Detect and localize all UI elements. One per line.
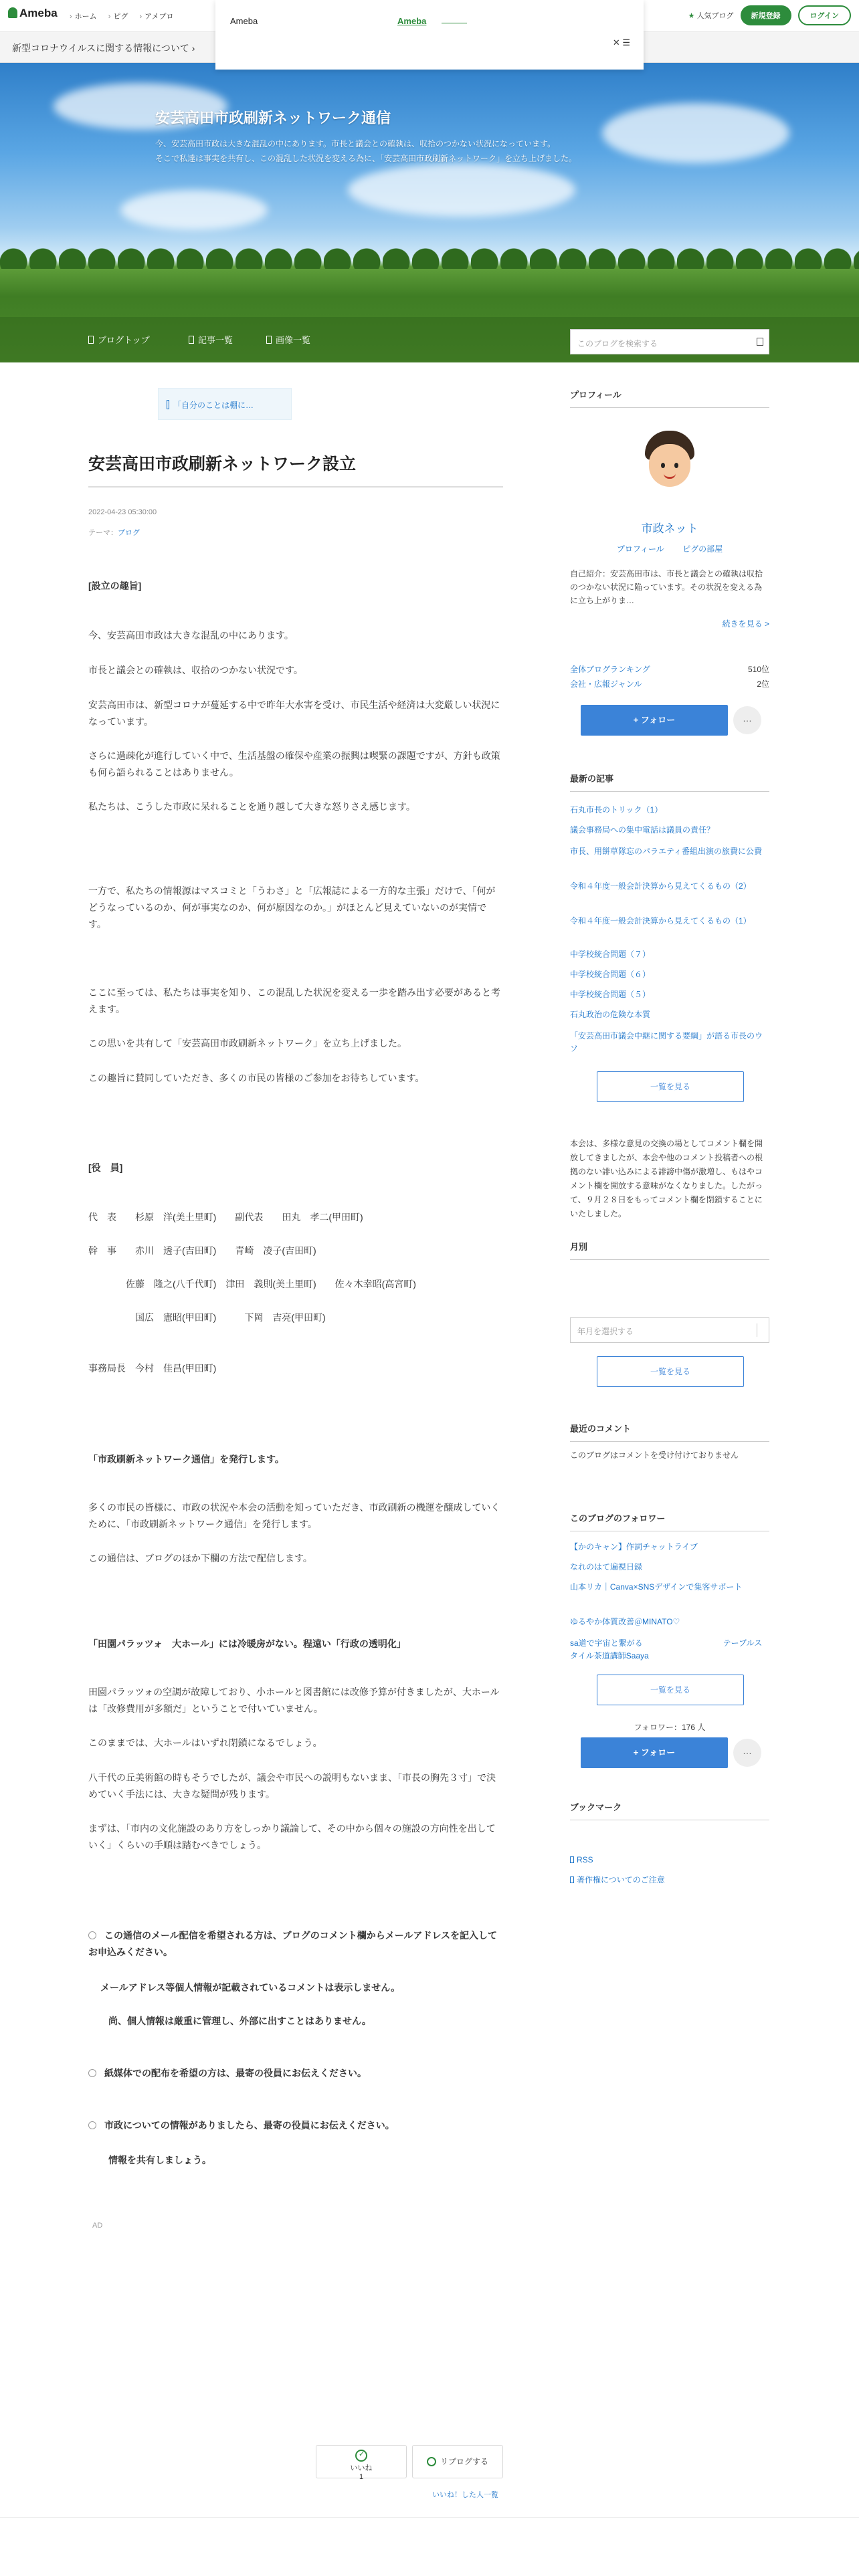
circle-icon bbox=[88, 2121, 96, 2129]
entry-date: 2022-04-23 05:30:00 bbox=[88, 508, 157, 516]
notice-item: 紙媒体での配布を希望の方は、最寄の役員にお伝えください。 bbox=[88, 2065, 503, 2082]
chevron-down-icon bbox=[757, 1323, 763, 1337]
dropdown-link[interactable]: Ameba bbox=[397, 16, 427, 26]
section-heading: 「田園パラッツォ 大ホール」には冷暖房がない。程遠い「行政の透明化」 bbox=[88, 1638, 406, 1649]
section-heading: [役 員] bbox=[88, 1162, 123, 1173]
nav-home[interactable]: › ホーム bbox=[70, 13, 97, 21]
section-heading: 「市政刷新ネットワーク通信」を発行します。 bbox=[88, 1454, 284, 1465]
comment-policy-note: 本会は、多様な意見の交換の場としてコメント欄を開放してきましたが、本会や他のコメント投稿者への根拠のない誹い込みによる誹謗中傷が激増し、もはやコメント欄を開放する意味がなくなりました。したがって、９月２８日をもってコメント欄を閉鎖することにいたしました。 bbox=[570, 1139, 763, 1218]
monthly-heading: 月別 bbox=[570, 1240, 769, 1260]
notice-item: この通信のメール配信を希望される方は、ブログのコメント欄からメールアドレスを記入してお申込みください。 bbox=[88, 1930, 498, 1957]
latest-list-button[interactable]: 一覧を見る bbox=[597, 1071, 744, 1102]
title-divider bbox=[88, 486, 503, 488]
blog-search-input[interactable]: このブログを検索する bbox=[570, 329, 769, 354]
profile-heading: プロフィール bbox=[570, 388, 769, 408]
latest-entry-link[interactable]: 中学校統合問題（５） bbox=[570, 990, 651, 999]
officer-line: 佐藤 隆之(八千代町) 津田 義則(美土里町) 佐々木幸昭(高宮町) bbox=[126, 1279, 416, 1289]
entry-theme: テーマ：ブログ bbox=[88, 529, 140, 537]
reblog-button[interactable]: リブログする bbox=[412, 2445, 503, 2478]
profile-more-link[interactable]: 続きを見る > bbox=[722, 619, 769, 629]
latest-entry-link[interactable]: 令和４年度一般会計決算から見えてくるもの（2） bbox=[570, 881, 751, 891]
reblog-icon bbox=[427, 2457, 436, 2466]
paragraph: 一方で、私たちの情報源はマスコミと「うわさ」と「広報誌による一方的な主張」だけで、「何がどうなっているのか、何が事実なのか、何が原因なのか。」がほとんど見えていないのが実情です。 bbox=[88, 885, 496, 930]
blog-nav bbox=[0, 317, 859, 362]
header-actions bbox=[688, 5, 851, 25]
blog-top-icon bbox=[88, 336, 94, 344]
paragraph: この通信は、ブログのほか下欄の方法で配信します。 bbox=[88, 1553, 312, 1564]
nav-image-list[interactable]: 画像一覧 bbox=[266, 333, 310, 346]
follow-button[interactable]: + フォロー bbox=[581, 705, 728, 736]
followers-heading: このブログのフォロワー bbox=[570, 1511, 769, 1531]
officer-line: 幹 事 赤川 透子(吉田町) 青崎 凌子(吉田町) bbox=[88, 1245, 316, 1256]
global-nav bbox=[70, 11, 183, 21]
like-count: 1 bbox=[359, 2473, 364, 2481]
search-icon[interactable] bbox=[757, 338, 763, 346]
followers-list-button[interactable]: 一覧を見る bbox=[597, 1675, 744, 1705]
popular-blog-link[interactable]: ★ 人気ブログ bbox=[688, 12, 734, 20]
ameba-logo[interactable]: Ameba bbox=[8, 7, 58, 20]
recent-comments-heading: 最近のコメント bbox=[570, 1422, 769, 1442]
paragraph: この趣旨に賛同していただき、多くの市民の皆様のご参加をお待ちしています。 bbox=[88, 1073, 425, 1083]
latest-entry-link[interactable]: 石丸市長のトリック（1） bbox=[570, 805, 663, 815]
month-select[interactable]: 年月を選択する bbox=[570, 1317, 769, 1343]
document-icon bbox=[570, 1876, 574, 1883]
follower-link[interactable]: 【かのキャン】作詞チャットライブ bbox=[570, 1542, 698, 1551]
paragraph: 多くの市民の皆様に、市政の状況や本会の活動を知っていただき、市政刷新の機運を醸成していくために、「市政刷新ネットワーク通信」を発行します。 bbox=[88, 1502, 500, 1529]
avatar-eye bbox=[661, 463, 665, 468]
latest-entries-heading: 最新の記事 bbox=[570, 772, 769, 792]
dropdown-title: Ameba bbox=[230, 16, 258, 26]
blog-description: 今、安芸高田市政は大きな混乱の中にあります。市長と議会との確執は、収拾のつかない状況になっています。 そこで私達は事実を共有し、この混乱した状況を変える為に、「安芸高田市政刷新ネットワーク」を立ち上げました。 bbox=[155, 139, 577, 163]
notice-note: 尚、個人情報は厳重に管理し、外部に出すことはありません。 bbox=[108, 2016, 371, 2026]
follow-button-bottom[interactable]: + フォロー bbox=[581, 1737, 728, 1768]
more-options-button[interactable]: … bbox=[733, 706, 761, 734]
bookmark-icon bbox=[167, 400, 169, 409]
paragraph: 今、安芸高田市政は大きな混乱の中にあります。 bbox=[88, 630, 294, 641]
circle-icon bbox=[88, 1931, 96, 1939]
latest-entry-link[interactable]: 令和４年度一般会計決算から見えてくるもの（1） bbox=[570, 916, 751, 926]
rss-link[interactable]: RSS bbox=[570, 1855, 593, 1864]
related-entry-link[interactable]: 「自分のことは棚に… bbox=[158, 388, 292, 420]
paragraph: このままでは、大ホールはいずれ閉鎖になるでしょう。 bbox=[88, 1737, 322, 1748]
login-button[interactable]: ログイン bbox=[798, 5, 851, 25]
officer-line: 代 表 杉原 洋(美土里町) 副代表 田丸 孝二(甲田町) bbox=[88, 1212, 363, 1222]
ranking-all[interactable]: 全体ブログランキング 510位 bbox=[570, 665, 769, 674]
paragraph: ここに至っては、私たちは事実を知り、この混乱した状況を変える一歩を踏み出す必要があると考えます。 bbox=[88, 987, 500, 1014]
blog-author-name[interactable]: 市政ネット bbox=[641, 522, 698, 535]
tree-line-decoration bbox=[0, 242, 859, 269]
paragraph: まずは、「市内の文化施設のあり方をしっかり議論して、その中から個々の施設の方向性を出していく」くらいの手順は踏むべきでしょう。 bbox=[88, 1823, 496, 1850]
ranking-genre[interactable]: 会社・広報ジャンル 2位 bbox=[570, 679, 769, 689]
section-heading: [設立の趣旨] bbox=[88, 580, 142, 591]
follower-link[interactable]: sa道で宇宙と繋がる テーブルスタイル茶道講師Saaya bbox=[570, 1638, 763, 1660]
recent-comments-text: このブログはコメントを受け付けておりません bbox=[570, 1451, 739, 1460]
notice-item: 市政についての情報がありましたら、最寄の役員にお伝えください。 bbox=[88, 2117, 503, 2134]
notice-note: メールアドレス等個人情報が記載されているコメントは表示しません。 bbox=[100, 1982, 401, 1993]
blog-header-banner bbox=[0, 63, 859, 362]
follower-link[interactable]: ゆるやか体質改善＠MINATO♡ bbox=[570, 1617, 680, 1626]
paragraph: さらに過疎化が進行していく中で、生活基盤の確保や産業の振興は喫緊の課題ですが、方針も政策も何ら語られることはありません。 bbox=[88, 750, 500, 778]
covid-info-link[interactable]: 新型コロナウイルスに関する情報について › bbox=[12, 41, 195, 55]
ameba-dropdown-menu bbox=[215, 0, 644, 70]
more-options-button-bottom[interactable]: … bbox=[733, 1739, 761, 1767]
latest-entry-link[interactable]: 中学校統合問題（６） bbox=[570, 970, 651, 979]
follower-link[interactable]: なれのはて遍視日録 bbox=[570, 1562, 643, 1572]
officer-line: 国広 憲昭(甲田町) 下岡 吉亮(甲田町) bbox=[135, 1312, 326, 1323]
paragraph: 八千代の丘美術館の時もそうでしたが、議会や市民への説明もないまま、「市長の胸先３寸」で決めていく手法には、大きな疑問が残ります。 bbox=[88, 1772, 496, 1800]
image-icon bbox=[266, 336, 272, 344]
monthly-list-button[interactable]: 一覧を見る bbox=[597, 1356, 744, 1387]
nav-blog-top[interactable]: ブログトップ bbox=[88, 333, 150, 346]
crown-icon: ★ bbox=[688, 12, 695, 20]
latest-entry-link[interactable]: 中学校統合問題（７） bbox=[570, 950, 651, 959]
cloud-decoration bbox=[348, 163, 575, 217]
avatar[interactable] bbox=[637, 428, 702, 494]
close-icon[interactable]: ✕ ☰ bbox=[612, 37, 630, 47]
paragraph: 田園パラッツォの空調が故障しており、小ホールと図書館には改修予算が付きましたが、大ホールは「改修費用が多額だ」ということで付いていません。 bbox=[88, 1687, 500, 1714]
follower-count: フォロワー：176 人 bbox=[634, 1723, 706, 1732]
paragraph: 安芸高田市は、新型コロナが蔓延する中で昨年大水害を受け、市民生活や経済は大変厳しい状況になっています。 bbox=[88, 700, 500, 727]
like-list-link[interactable]: いいね！した人一覧 bbox=[432, 2491, 498, 2499]
ad-label: AD bbox=[92, 2222, 103, 2230]
blog-title[interactable]: 安芸高田市政刷新ネットワーク通信 bbox=[155, 110, 391, 126]
avatar-eye bbox=[674, 463, 678, 468]
register-button[interactable]: 新規登録 bbox=[741, 5, 791, 25]
avatar-face bbox=[649, 444, 690, 487]
latest-entry-link[interactable]: 「安芸高田市議会中継に関する要綱」が語る市長のウソ bbox=[570, 1031, 763, 1053]
nav-entry-list[interactable]: 記事一覧 bbox=[189, 333, 233, 346]
nav-ameblo[interactable]: › アメブロ bbox=[139, 13, 173, 21]
latest-entry-link[interactable]: 市長、用餅草隊忘のパラエティ番組出演の旅費に公費 bbox=[570, 847, 763, 856]
list-icon bbox=[189, 336, 194, 344]
bookmark-heading: ブックマーク bbox=[570, 1800, 769, 1820]
latest-entry-link[interactable]: 議会事務局への集中電話は議員の責任？ bbox=[570, 825, 715, 835]
ameba-logo-icon bbox=[8, 7, 17, 18]
footer-divider bbox=[0, 2517, 859, 2518]
latest-entry-link[interactable]: 石丸政治の危険な本質 bbox=[570, 1010, 651, 1019]
nav-pigg[interactable]: › ピグ bbox=[108, 13, 128, 21]
like-button[interactable]: ✓ いいね 1 bbox=[316, 2445, 407, 2478]
officer-line: 事務局長 今村 佳昌(甲田町) bbox=[88, 1363, 217, 1374]
notice-note: 情報を共有しましょう。 bbox=[108, 2155, 211, 2165]
paragraph: 私たちは、こうした市政に呆れることを通り越して大きな怒りさえ感じます。 bbox=[88, 801, 415, 812]
profile-links bbox=[570, 543, 769, 554]
theme-link[interactable]: ブログ bbox=[118, 529, 140, 537]
profile-link[interactable]: プロフィール bbox=[616, 544, 664, 554]
paragraph: この思いを共有して「安芸高田市政刷新ネットワーク」を立ち上げました。 bbox=[88, 1038, 407, 1049]
entry-title[interactable]: 安芸高田市政刷新ネットワーク設立 bbox=[88, 455, 357, 473]
rss-icon bbox=[570, 1856, 574, 1863]
copyright-notice-link[interactable]: 著作権についてのご注意 bbox=[570, 1874, 665, 1885]
circle-icon bbox=[88, 2069, 96, 2077]
like-icon bbox=[355, 2450, 367, 2462]
profile-text: 自己紹介：安芸高田市は、市長と議会との確執は収拾のつかない状況に陥っています。その状況を変える為に立ち上がりま… bbox=[570, 569, 763, 605]
cloud-decoration bbox=[120, 190, 268, 230]
pig-room-link[interactable]: ピグの部屋 bbox=[682, 544, 723, 554]
paragraph: 市長と議会との確執は、収拾のつかない状況です。 bbox=[88, 665, 303, 675]
follower-link[interactable]: 山本リカ｜Canva×SNSデザインで集客サポート bbox=[570, 1582, 743, 1592]
